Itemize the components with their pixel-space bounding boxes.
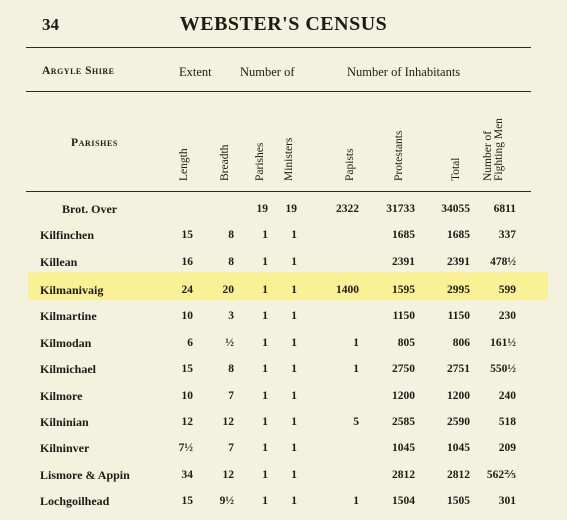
cell-total: 2391 [447, 256, 470, 268]
table-row [0, 389, 567, 415]
cell-length: 12 [181, 416, 193, 428]
parish-name: Kilninian [40, 415, 89, 429]
cell-ministers: 19 [285, 203, 297, 215]
cell-parishes: 1 [262, 337, 268, 349]
cell-fighting: 240 [498, 390, 516, 402]
table-row [0, 415, 567, 441]
cell-parishes: 1 [262, 416, 268, 428]
cell-fighting: 6811 [493, 203, 516, 215]
cell-ministers: 1 [291, 229, 297, 241]
papists-column-header: Papists [344, 148, 356, 181]
cell-protestants: 31733 [386, 203, 415, 215]
cell-fighting: 337 [498, 229, 516, 241]
cell-parishes: 19 [256, 203, 268, 215]
cell-protestants: 1200 [392, 390, 415, 402]
cell-total: 2590 [447, 416, 470, 428]
running-title: WEBSTER'S CENSUS [179, 13, 388, 35]
parish-name: Kilmartine [40, 309, 97, 323]
table-row [0, 468, 567, 494]
cell-ministers: 1 [291, 363, 297, 375]
cell-fighting: 161½ [490, 337, 516, 349]
parish-name: Kilmodan [40, 336, 92, 350]
cell-fighting: 550½ [490, 363, 516, 375]
cell-papists: 1 [353, 337, 359, 349]
cell-papists: 2322 [336, 203, 359, 215]
cell-fighting: 209 [498, 442, 516, 454]
cell-total: 1150 [447, 310, 470, 322]
table-row [0, 228, 567, 254]
cell-total: 1200 [447, 390, 470, 402]
parish-name: Killean [40, 255, 78, 269]
breadth-column-header: Breadth [219, 144, 231, 181]
cell-papists: 1400 [336, 284, 359, 296]
cell-parishes: 1 [262, 390, 268, 402]
cell-fighting: 478½ [490, 256, 516, 268]
cell-protestants: 1045 [392, 442, 415, 454]
cell-protestants: 2585 [392, 416, 415, 428]
cell-papists: 5 [353, 416, 359, 428]
length-column-header: Length [178, 148, 190, 181]
cell-total: 1505 [447, 495, 470, 507]
cell-parishes: 1 [262, 495, 268, 507]
cell-total: 34055 [441, 203, 470, 215]
parish-name: Kilmanivaig [40, 283, 104, 297]
table-row [0, 202, 567, 228]
number-of-group-header: Number of [240, 65, 295, 79]
parish-name: Kilfinchen [40, 228, 95, 242]
cell-fighting: 230 [498, 310, 516, 322]
cell-parishes: 1 [262, 310, 268, 322]
table-row [0, 309, 567, 335]
cell-breadth: ½ [225, 337, 234, 349]
cell-parishes: 1 [262, 363, 268, 375]
cell-parishes: 1 [262, 442, 268, 454]
cell-ministers: 1 [291, 442, 297, 454]
parish-name: Kilmichael [40, 362, 96, 376]
cell-parishes: 1 [262, 469, 268, 481]
cell-breadth: 7 [228, 390, 234, 402]
county-label: Argyle Shire [42, 65, 115, 77]
fighting-men-column-header: Number of Fighting Men [482, 118, 505, 181]
parish-name: Lismore & Appin [40, 468, 130, 482]
table-row [0, 362, 567, 388]
parishes-column-header: Parishes [71, 137, 118, 149]
cell-breadth: 3 [228, 310, 234, 322]
cell-breadth: 20 [222, 284, 234, 296]
cell-parishes: 1 [262, 256, 268, 268]
parishes-count-column-header: Parishes [254, 142, 266, 181]
cell-protestants: 1150 [392, 310, 415, 322]
cell-papists: 1 [353, 363, 359, 375]
column-head-rule [26, 191, 531, 192]
table-row [0, 255, 567, 281]
cell-length: 10 [181, 390, 193, 402]
cell-total: 2812 [447, 469, 470, 481]
cell-length: 16 [181, 256, 193, 268]
cell-papists: 1 [353, 495, 359, 507]
cell-ministers: 1 [291, 469, 297, 481]
cell-ministers: 1 [291, 337, 297, 349]
cell-protestants: 1595 [392, 284, 415, 296]
cell-length: 6 [187, 337, 193, 349]
cell-fighting: 562⅖ [486, 469, 516, 481]
cell-length: 34 [181, 469, 193, 481]
cell-breadth: 9½ [219, 495, 234, 507]
total-column-header: Total [450, 157, 462, 181]
parish-name: Kilmore [40, 389, 83, 403]
cell-total: 806 [452, 337, 470, 349]
cell-protestants: 2812 [392, 469, 415, 481]
top-rule [26, 47, 531, 48]
cell-total: 2751 [447, 363, 470, 375]
cell-length: 15 [181, 229, 193, 241]
table-row [0, 494, 567, 520]
parish-name: Kilninver [40, 441, 90, 455]
cell-ministers: 1 [291, 310, 297, 322]
cell-length: 10 [181, 310, 193, 322]
cell-protestants: 2750 [392, 363, 415, 375]
cell-protestants: 2391 [392, 256, 415, 268]
cell-breadth: 8 [228, 229, 234, 241]
cell-ministers: 1 [291, 284, 297, 296]
cell-ministers: 1 [291, 256, 297, 268]
ministers-column-header: Ministers [283, 137, 295, 181]
parish-name: Brot. Over [62, 202, 118, 216]
cell-ministers: 1 [291, 390, 297, 402]
cell-breadth: 12 [222, 469, 234, 481]
cell-fighting: 518 [498, 416, 516, 428]
cell-total: 1685 [447, 229, 470, 241]
cell-total: 1045 [447, 442, 470, 454]
cell-parishes: 1 [262, 284, 268, 296]
table-row [0, 283, 567, 309]
parish-name: Lochgoilhead [40, 494, 110, 508]
cell-protestants: 1685 [392, 229, 415, 241]
header-rule [26, 91, 531, 92]
extent-group-header: Extent [179, 65, 212, 79]
cell-total: 2995 [447, 284, 470, 296]
table-row [0, 336, 567, 362]
cell-ministers: 1 [291, 416, 297, 428]
cell-length: 24 [181, 284, 193, 296]
cell-breadth: 12 [222, 416, 234, 428]
cell-breadth: 7 [228, 442, 234, 454]
protestants-column-header: Protestants [393, 130, 405, 181]
cell-ministers: 1 [291, 495, 297, 507]
cell-length: 7½ [178, 442, 193, 454]
cell-protestants: 805 [397, 337, 415, 349]
cell-breadth: 8 [228, 363, 234, 375]
inhabitants-group-header: Number of Inhabitants [347, 65, 461, 79]
table-row [0, 441, 567, 467]
cell-parishes: 1 [262, 229, 268, 241]
cell-fighting: 301 [498, 495, 516, 507]
cell-length: 15 [181, 363, 193, 375]
page-number: 34 [42, 15, 59, 34]
cell-length: 15 [181, 495, 193, 507]
cell-breadth: 8 [228, 256, 234, 268]
cell-protestants: 1504 [392, 495, 415, 507]
cell-fighting: 599 [498, 284, 516, 296]
